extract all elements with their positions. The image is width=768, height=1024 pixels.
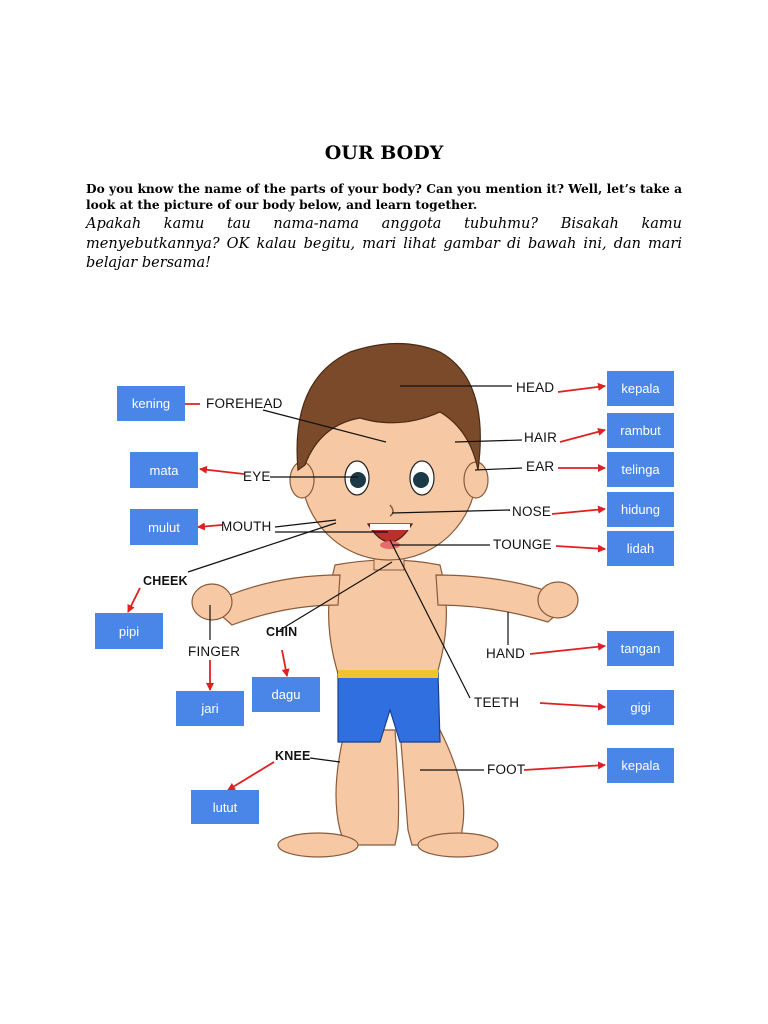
box-dagu: dagu [252, 677, 320, 712]
box-gigi: gigi [607, 690, 674, 725]
intro-english: Do you know the name of the parts of your body? Can you mention it? Well, let’s take a look at the picture of our body below, and learn together. [86, 182, 682, 212]
box-lidah: lidah [607, 531, 674, 566]
box-kepala-foot: kepala [607, 748, 674, 783]
label-ear: EAR [526, 459, 555, 474]
box-pipi: pipi [95, 613, 163, 649]
box-mulut: mulut [130, 509, 198, 545]
label-forehead: FOREHEAD [206, 396, 283, 411]
label-knee: KNEE [275, 749, 311, 763]
box-tangan: tangan [607, 631, 674, 666]
label-mouth: MOUTH [221, 519, 272, 534]
box-mata: mata [130, 452, 198, 488]
intro-indonesian: Apakah kamu tau nama-nama anggota tubuhmu? Bisakah kamu menyebutkannya? OK kalau begitu, mari lihat gambar di bawah ini, dan mari belajar bersama! [86, 216, 682, 271]
page-title: OUR BODY [324, 142, 444, 164]
label-cheek: CHEEK [143, 574, 188, 588]
label-hand: HAND [486, 646, 526, 661]
box-jari: jari [176, 691, 244, 726]
label-head: HEAD [516, 380, 555, 395]
label-tounge: TOUNGE [493, 537, 552, 552]
label-hair: HAIR [524, 430, 558, 445]
box-kepala: kepala [607, 371, 674, 406]
box-hidung: hidung [607, 492, 674, 527]
boy-figure [192, 344, 578, 858]
label-eye: EYE [243, 469, 271, 484]
label-chin: CHIN [266, 625, 298, 639]
box-rambut: rambut [607, 413, 674, 448]
label-finger: FINGER [188, 644, 241, 659]
box-kening: kening [117, 386, 185, 421]
label-nose: NOSE [512, 504, 552, 519]
box-telinga: telinga [607, 452, 674, 487]
label-teeth: TEETH [474, 695, 520, 710]
label-foot: FOOT [487, 762, 526, 777]
box-lutut: lutut [191, 790, 259, 824]
